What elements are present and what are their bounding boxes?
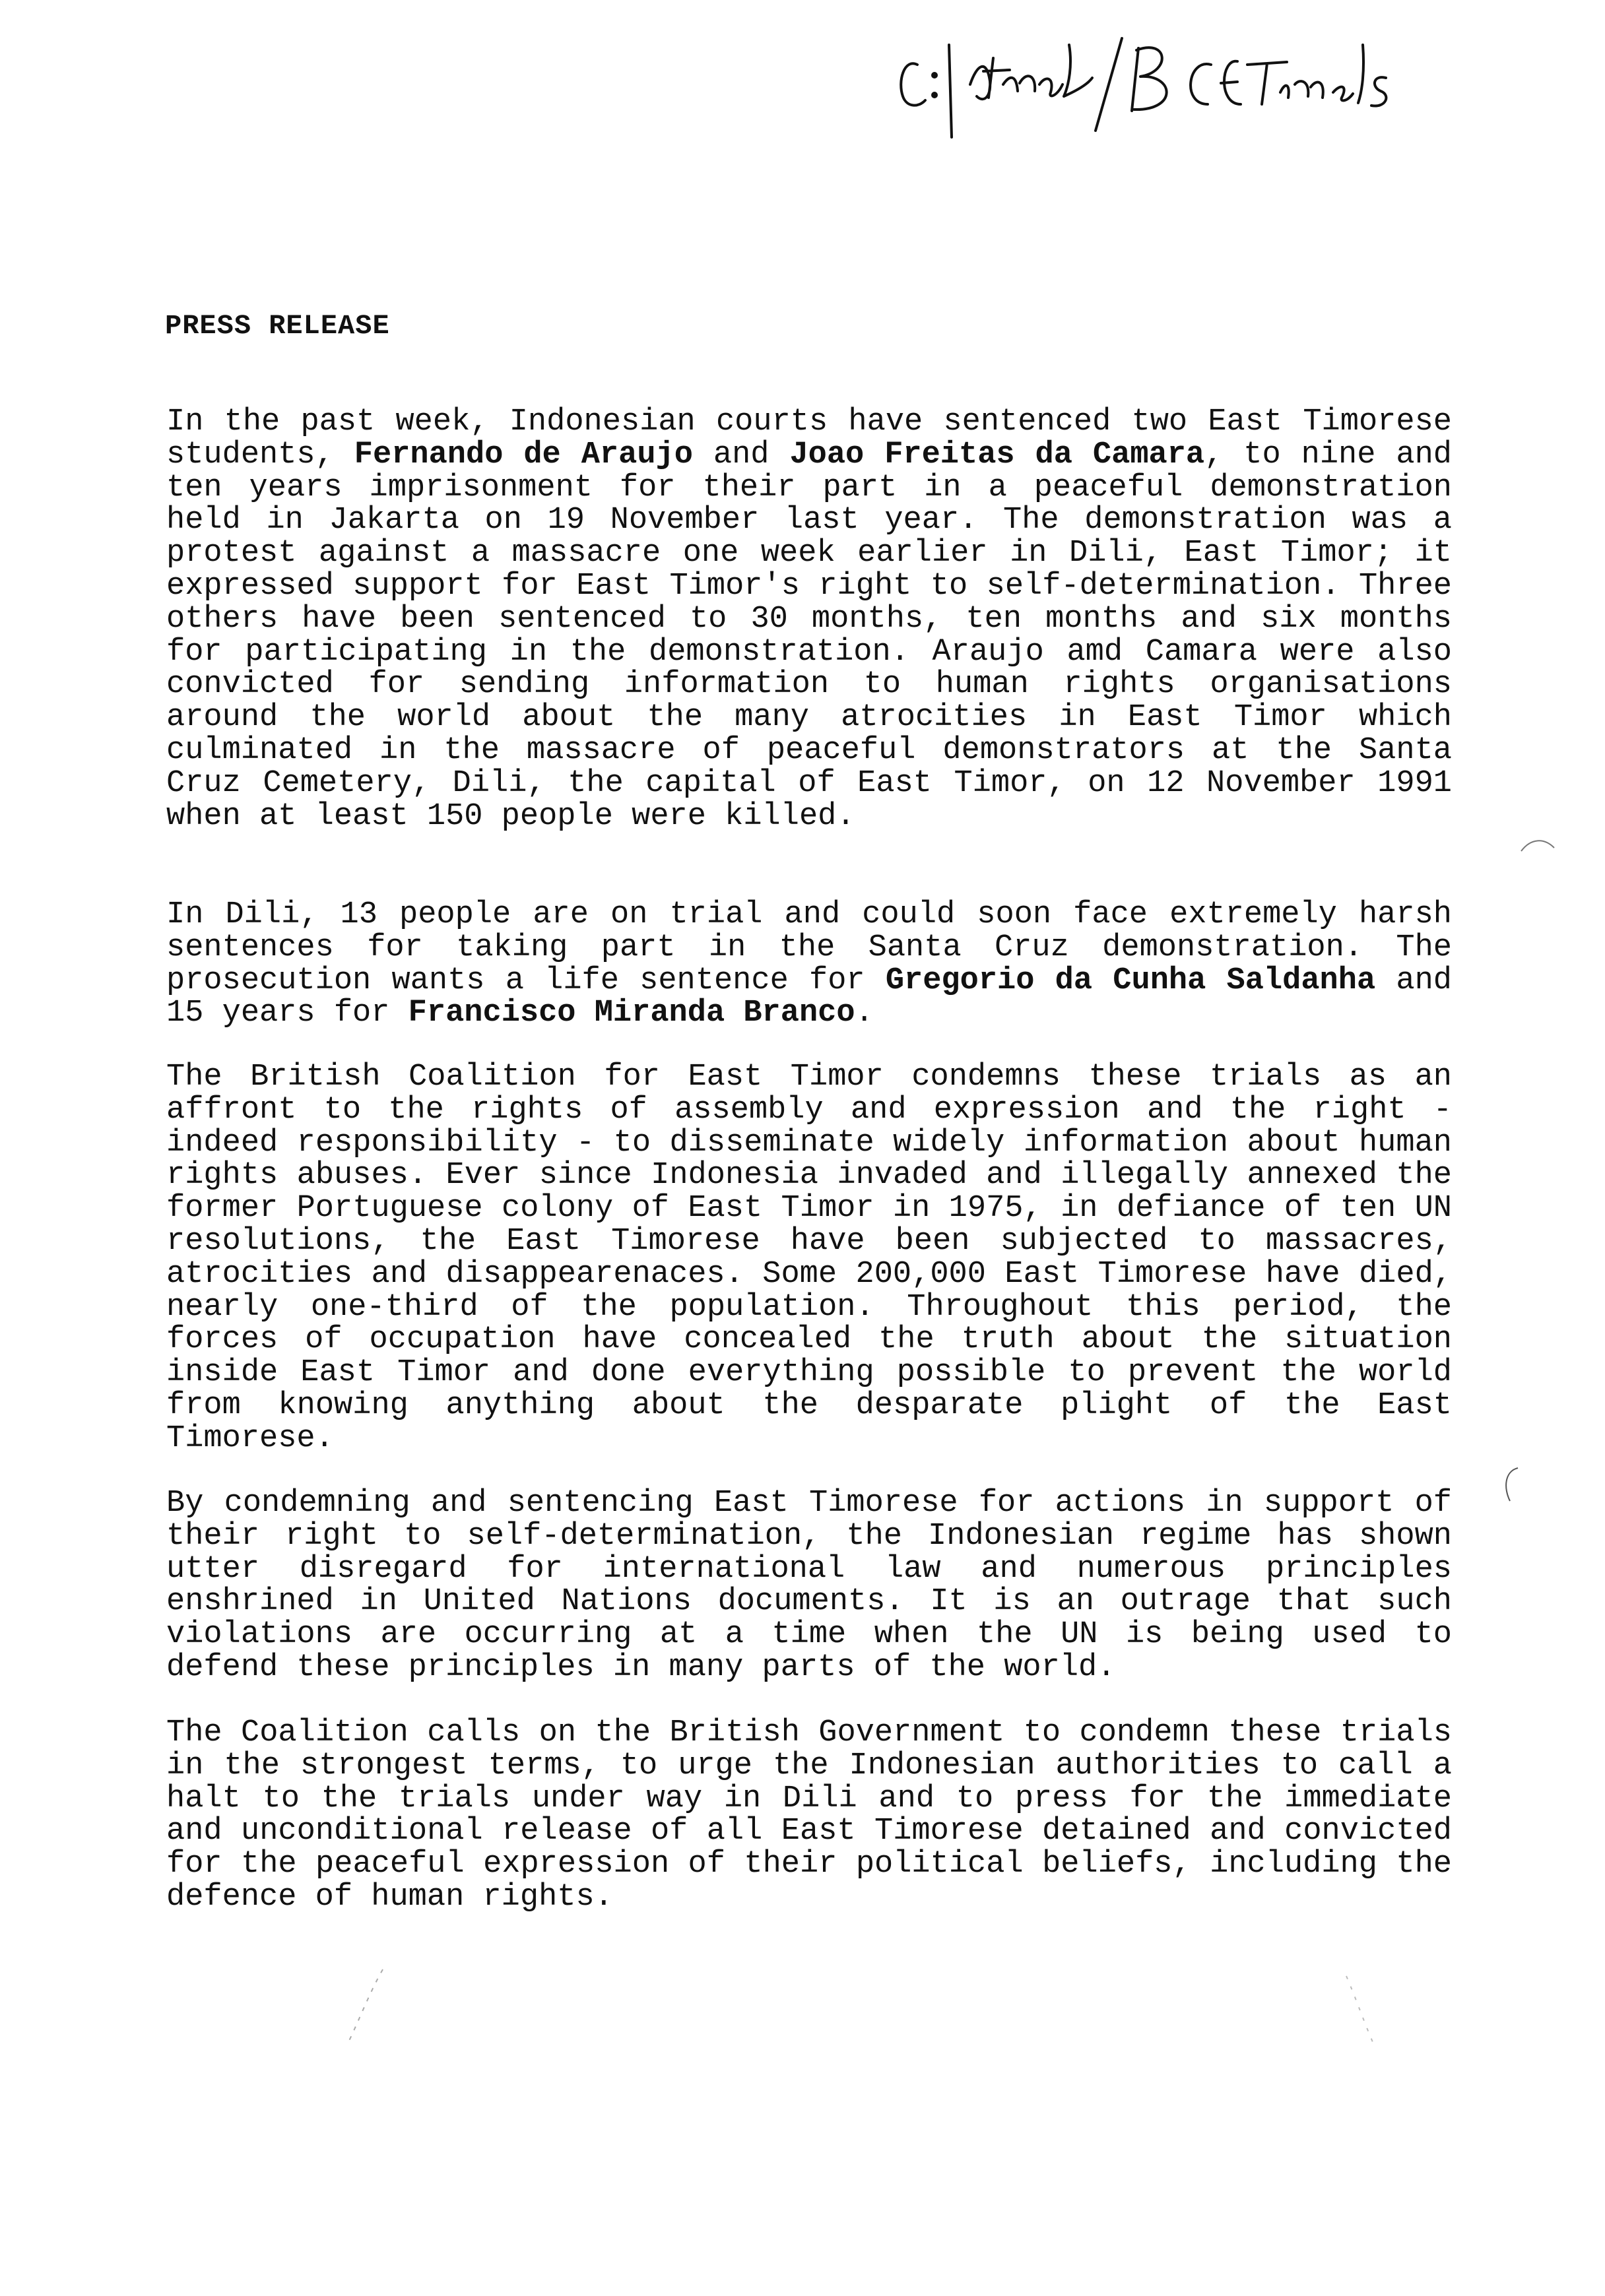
handwritten-annotation xyxy=(878,18,1406,144)
paragraph-2-text-c: and 15 years for xyxy=(166,963,1452,1031)
paragraph-4: By condemning and sentencing East Timorese for actions in support of their right to self-determination, the Indonesian regime has shown utter disregard for international law and numerous principles enshrined in United Nations documents. It is an outrage that such violations are occurring at a time when the UN is being used to defend these principles in many parts of the world. xyxy=(166,1486,1452,1685)
paragraph-2-text-a: In Dili, 13 people are on trial and could soon face extremely harsh sentences for taking part in the Santa Cruz demonstration. The prosecution wants a life sentence for xyxy=(166,897,1452,998)
page-title: PRESS RELEASE xyxy=(165,310,390,342)
stray-mark xyxy=(1498,1465,1524,1504)
paragraph-1 xyxy=(166,406,1452,833)
defendant-name-2: Francisco Miranda Branco xyxy=(408,996,855,1031)
stray-mark xyxy=(1518,831,1557,858)
paragraph-1-text-e: , to nine and ten years imprisonment for their part in a peaceful demonstration held in Jakarta on 19 November last year. The demonstration was a protest against a massacre one week earlier in Dili, East Timor; it expressed support for East Timor's right to self-determination. Three others have been sentenced to 30 months, ten months and six months for participating in the demonstration. Araujo amd Camara were also convicted for sending information to human rights organisations around the world about the many atrocities in East Timor which culminated in the massacre of peaceful demonstrators at the Santa Cruz Cemetery, Dili, the capital of East Timor, on 12 November 1991 when at least 150 people were killed. xyxy=(166,437,1452,834)
paragraph-5: The Coalition calls on the British Government to condemn these trials in the strongest terms, to urge the Indonesian authorities to call a halt to the trials under way in Dili and to press for the immediate and unconditional release of all East Timorese detained and convicted for the peaceful expression of their political beliefs, including the defence of human rights. xyxy=(166,1715,1452,1915)
paragraph-2-text-e: . xyxy=(855,996,874,1031)
paragraph-1-text-a: In the past week, Indonesian courts have sentenced two East Timorese students, xyxy=(166,404,1452,472)
stray-mark xyxy=(1340,1973,1379,2045)
paragraph-3: The British Coalition for East Timor condemns these trials as an affront to the rights of assembly and expression and the right - indeed responsibility - to disseminate widely information about human rights abuses. Ever since Indonesia invaded and illegally annexed the former Portuguese colony of East Timor in 1975, in defiance of ten UN resolutions, the East Timorese have been subjected to massacres, atrocities and disappearenaces. Some 200,000 East Timorese have died, nearly one-third of the population. Throughout this period, the forces of occupation have concealed the truth about the situation inside East Timor and done everything possible to prevent the world from knowing anything about the desparate plight of the East Timorese. xyxy=(166,1060,1452,1456)
stray-mark xyxy=(343,1966,389,2045)
student-name-2: Joao Freitas da Camara xyxy=(789,437,1205,472)
paragraph-1-text-c: and xyxy=(692,437,790,472)
paragraph-2 xyxy=(166,899,1452,1030)
student-name-1: Fernando de Araujo xyxy=(354,437,693,472)
defendant-name-1: Gregorio da Cunha Saldanha xyxy=(885,963,1376,998)
